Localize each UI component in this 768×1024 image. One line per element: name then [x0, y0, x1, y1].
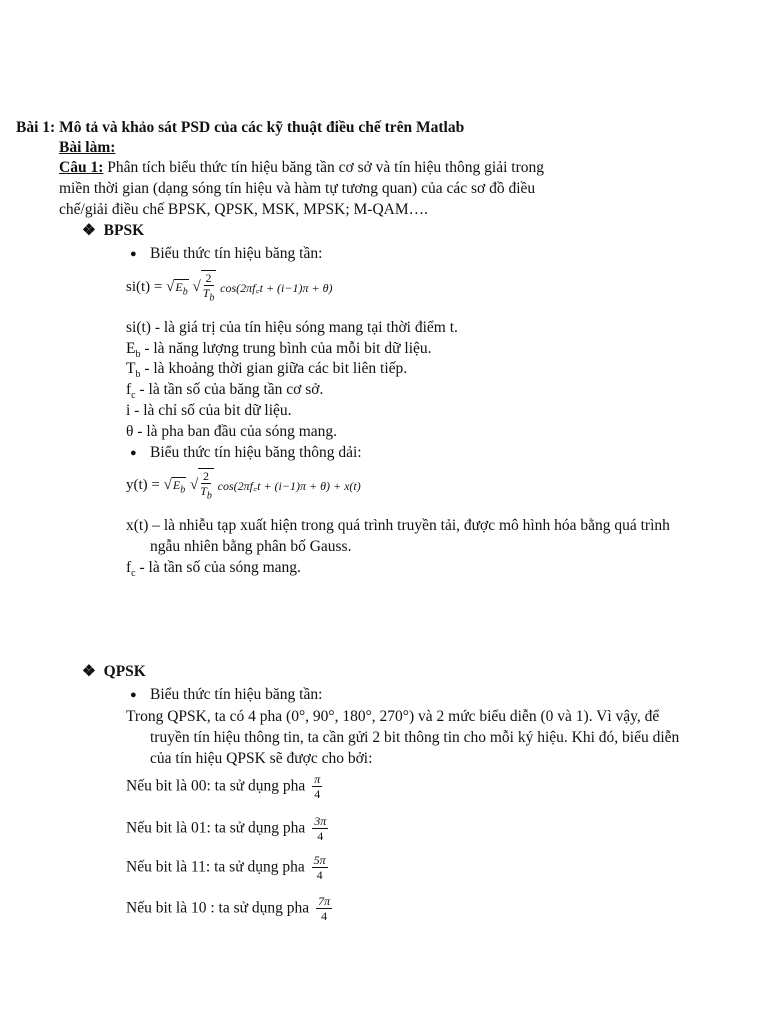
sqrt-frac: √ $\frac{2}{T_b}$	[192, 271, 215, 304]
section-label-bai-lam: Bài làm:	[59, 139, 116, 156]
def-fc: $f_c$ - là tần số của băng tần cơ sở.	[126, 381, 324, 402]
cau1-line-1	[59, 159, 544, 177]
qpsk-title: QPSK	[103, 663, 146, 680]
bpsk-baseband-equation	[126, 270, 332, 305]
def-fc-carrier: $f_c$ - là tần số của sóng mang.	[126, 559, 301, 580]
bpsk-passband-equation	[126, 468, 361, 503]
bpsk-title: BPSK	[103, 222, 145, 239]
heading-text: Mô tả và khảo sát PSD của các kỹ thuật điều chế trên Matlab	[59, 119, 465, 136]
bullet-icon: ●	[130, 689, 137, 701]
sqrt-eb: $√E_b$	[166, 278, 188, 297]
cau1-text-1: Phân tích biểu thức tín hiệu băng tần cơ sở và tín hiệu thông giải trong	[107, 159, 544, 176]
diamond-bullet-icon: ❖	[82, 663, 96, 680]
bullet-icon: ●	[130, 248, 137, 260]
qpsk-heading	[82, 663, 146, 681]
bullet-icon: ●	[130, 447, 137, 459]
eq1-rhs: cos(2πf꜀t + (i−1)π + θ)	[220, 281, 333, 296]
phase-fraction: $\frac{5\pi}{4}$	[313, 853, 326, 882]
phase-row-00	[126, 772, 322, 801]
phase-fraction: $\frac{\pi}{4}$	[314, 772, 321, 801]
def-eb: $E_b$ - là năng lượng trung bình của mỗi bit dữ liệu.	[126, 340, 432, 361]
bpsk-baseband-label: Biểu thức tín hiệu băng tần:	[150, 245, 323, 262]
eq2-lhs: y(t) =	[126, 477, 160, 494]
qpsk-paragraph-line-3: của tín hiệu QPSK sẽ được cho bởi:	[150, 750, 373, 767]
bpsk-heading	[82, 222, 144, 240]
def-tb: $T_b$ - là khoảng thời gian giữa các bit liên tiếp.	[126, 360, 408, 381]
phase-text: Nếu bit là 11: ta sử dụng pha	[126, 858, 305, 876]
cau1-line-2: miền thời gian (dạng sóng tín hiệu và hàm tự tương quan) của các sơ đồ điều	[59, 180, 536, 197]
phase-text: Nếu bit là 10 : ta sử dụng pha	[126, 899, 310, 917]
phase-text: Nếu bit là 01: ta sử dụng pha	[126, 819, 306, 837]
cau1-line-3: chế/giải điều chế BPSK, QPSK, MSK, MPSK; M-QAM….	[59, 201, 429, 218]
eq2-rhs: cos(2πf꜀t + (i−1)π + θ) + x(t)	[217, 479, 361, 494]
def-xt-line-2: ngẫu nhiên bằng phân bố Gauss.	[150, 538, 352, 555]
heading-prefix: Bài 1:	[16, 119, 56, 136]
def-theta: θ - là pha ban đầu của sóng mang.	[126, 423, 338, 440]
qpsk-baseband-label: Biểu thức tín hiệu băng tần:	[150, 686, 323, 703]
cau1-prefix: Câu 1:	[59, 159, 104, 176]
page-title	[16, 119, 464, 137]
phase-row-01	[126, 814, 328, 843]
sqrt-eb: $√E_b$	[163, 476, 186, 495]
qpsk-paragraph-line-2: truyền tín hiệu thông tin, ta cần gửi 2 bit thông tin cho mỗi ký hiệu. Khi đó, biểu diễn	[150, 729, 680, 746]
eq1-lhs: si(t) =	[126, 279, 163, 296]
phase-fraction: $\frac{7\pi}{4}$	[318, 894, 331, 923]
phase-row-11	[126, 853, 328, 882]
sqrt-frac: √ $\frac{2}{T_b}$	[189, 469, 212, 502]
bpsk-passband-label: Biểu thức tín hiệu băng thông dải:	[150, 444, 362, 461]
phase-text: Nếu bit là 00: ta sử dụng pha	[126, 777, 306, 795]
phase-fraction: $\frac{3\pi}{4}$	[314, 814, 327, 843]
def-si: si(t) - là giá trị của tín hiệu sóng mang tại thời điểm t.	[126, 319, 458, 336]
phase-row-10	[126, 894, 332, 923]
def-i: i - là chỉ số của bit dữ liệu.	[126, 402, 292, 419]
def-xt-line-1: x(t) – là nhiễu tạp xuất hiện trong quá trình truyền tải, được mô hình hóa bằng quá trình	[126, 517, 670, 534]
qpsk-paragraph-line-1: Trong QPSK, ta có 4 pha (0°, 90°, 180°, 270°) và 2 mức biểu diễn (0 và 1). Vì vậy, để	[126, 708, 660, 725]
diamond-bullet-icon: ❖	[82, 222, 96, 239]
